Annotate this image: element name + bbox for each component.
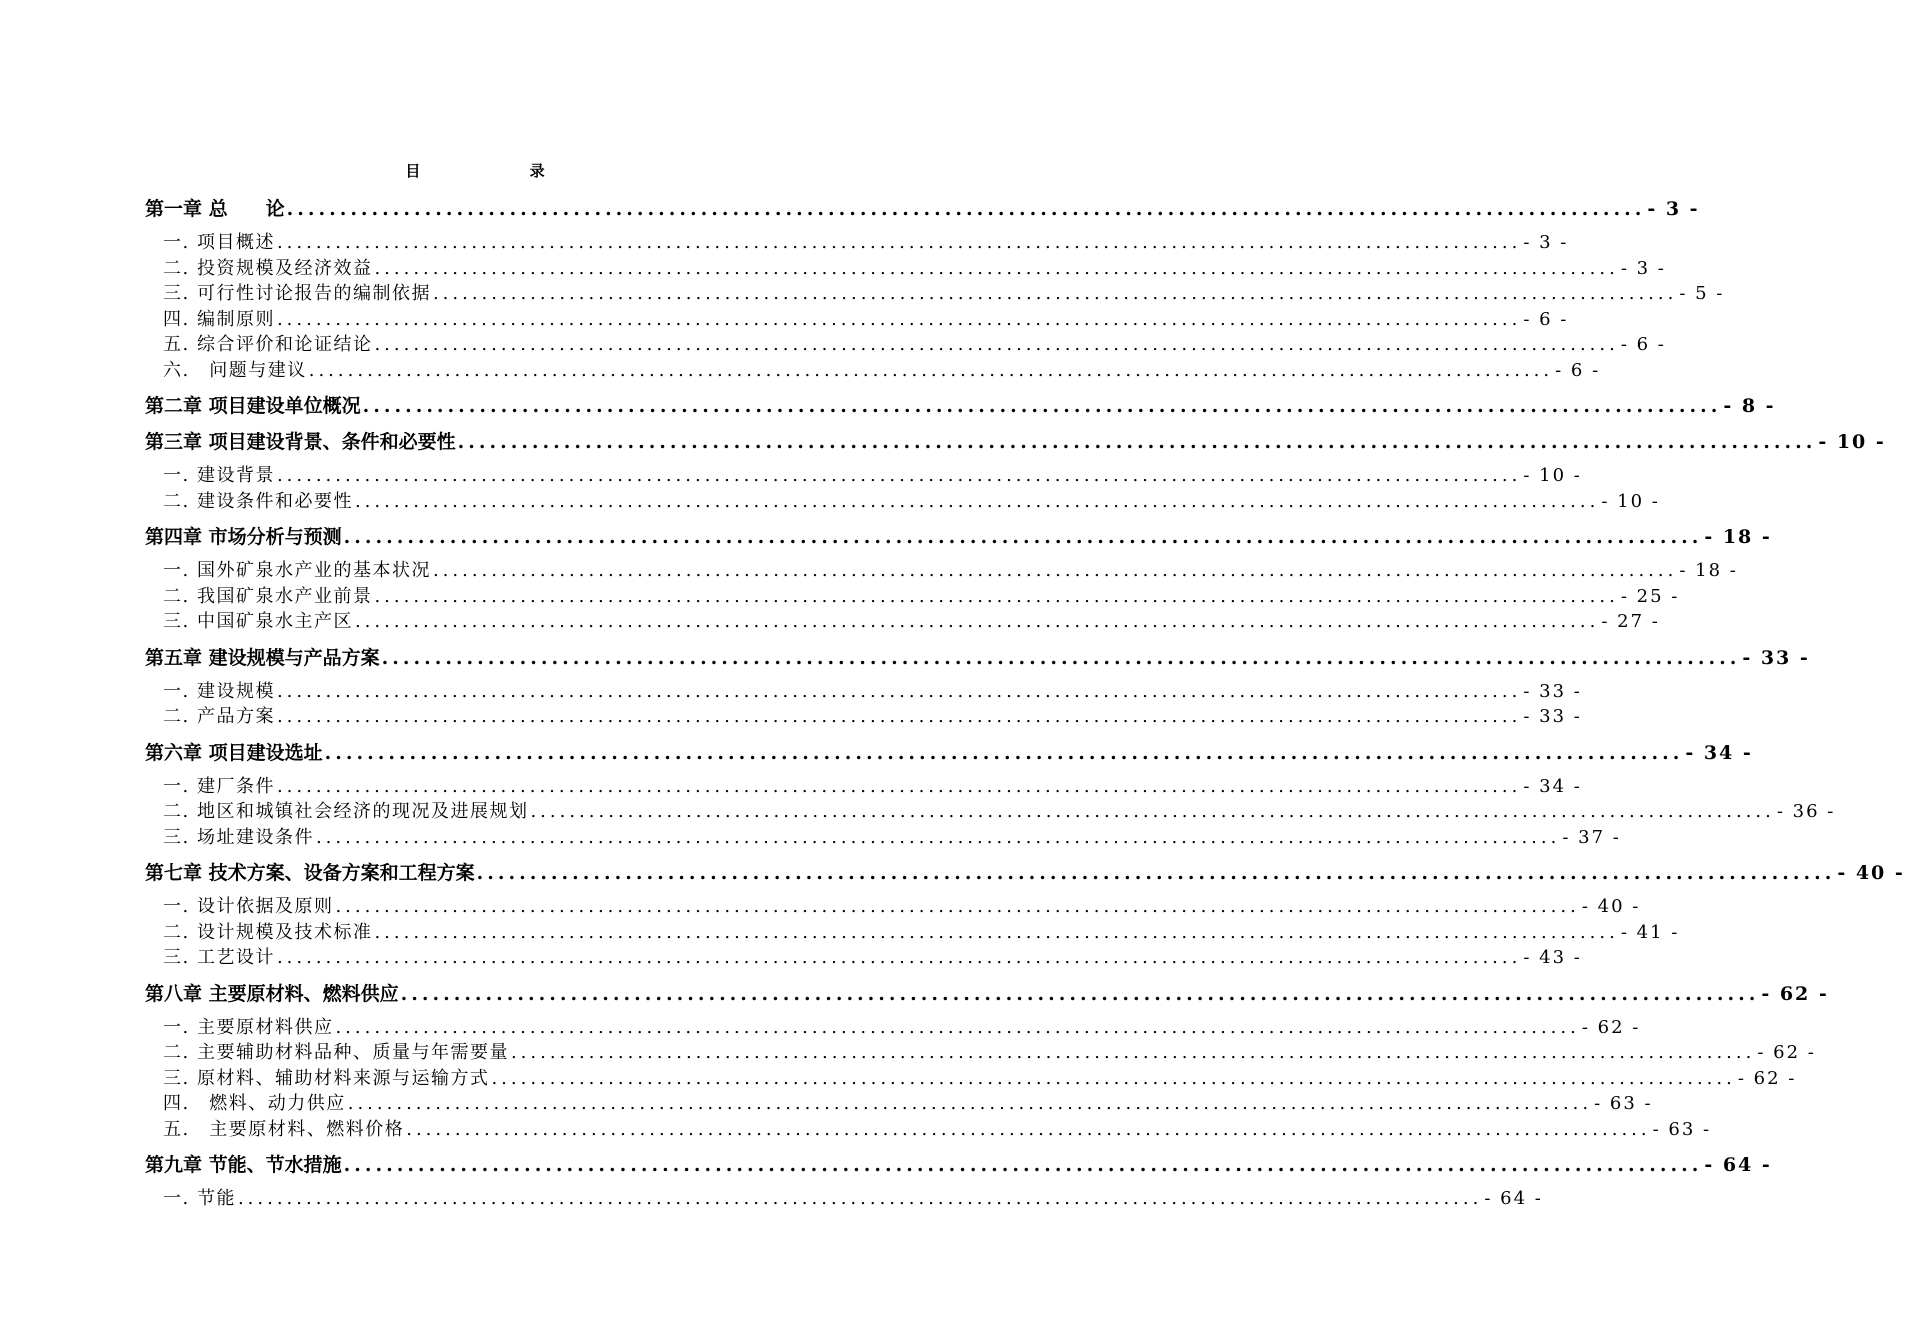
toc-section-entry[interactable] — [145, 799, 1836, 825]
toc-entry-label: 第三章 项目建设背景、条件和必要性 — [145, 431, 456, 453]
toc-leader-dots: ................................................................................................................................ — [374, 921, 1619, 943]
toc-page-number: - 34 - — [1523, 775, 1582, 797]
toc-leader-dots: ................................................................................................................................ — [335, 1016, 1580, 1038]
toc-page-number: - 6 - — [1620, 334, 1666, 355]
toc-entry-label: 第五章 建设规模与产品方案 — [145, 646, 380, 669]
toc-leader-dots: ................................................................................................................................ — [400, 982, 1760, 1005]
toc-entry-label: 第六章 项目建设选址 — [145, 741, 323, 764]
toc-section-entry[interactable] — [145, 489, 1660, 515]
toc-page-number: - 3 - — [1647, 198, 1700, 220]
toc-entry-label: 二. 设计规模及技术标准 — [163, 921, 373, 943]
toc-entry-label: 第七章 技术方案、设备方案和工程方案 — [145, 862, 475, 884]
toc-section-entry[interactable] — [145, 1091, 1653, 1117]
table-of-contents — [145, 196, 1905, 1212]
toc-section-entry[interactable] — [145, 609, 1660, 635]
toc-leader-dots: ................................................................................................................................ — [432, 283, 1678, 304]
toc-page-number: - 8 - — [1723, 395, 1776, 417]
toc-entry-label: 第二章 项目建设单位概况 — [145, 395, 361, 417]
toc-leader-dots: ................................................................................................................................ — [406, 1118, 1651, 1140]
toc-chapter-entry[interactable] — [145, 860, 1905, 886]
toc-entry-label: 一. 项目概述 — [163, 232, 275, 253]
toc-leader-dots: ................................................................................................................................ — [286, 198, 1646, 220]
toc-chapter-entry[interactable] — [145, 981, 1829, 1007]
toc-page-number: - 63 - — [1652, 1118, 1712, 1140]
toc-section-entry[interactable] — [145, 1186, 1543, 1212]
toc-page-number: - 10 - — [1523, 465, 1582, 486]
toc-entry-label: 一. 主要原材料供应 — [163, 1016, 334, 1038]
toc-leader-dots: ................................................................................................................................ — [343, 1154, 1703, 1176]
toc-page-number: - 27 - — [1601, 611, 1660, 632]
toc-entry-label: 一. 建设规模 — [163, 680, 275, 702]
toc-section-entry[interactable] — [145, 1040, 1816, 1066]
toc-page-number: - 62 - — [1737, 1067, 1797, 1089]
toc-page-number: - 36 - — [1776, 801, 1836, 822]
toc-section-entry[interactable] — [145, 1066, 1797, 1092]
toc-title: 目 录 — [405, 162, 597, 180]
toc-leader-dots: ................................................................................................................................ — [374, 585, 1619, 607]
toc-chapter-entry[interactable] — [145, 196, 1700, 222]
toc-leader-dots: ................................................................................................................................ — [315, 826, 1561, 848]
toc-leader-dots: ................................................................................................................................ — [276, 775, 1522, 797]
toc-section-entry[interactable] — [145, 774, 1582, 800]
toc-entry-label: 二. 投资规模及经济效益 — [163, 257, 373, 279]
toc-entry-label: 四. 燃料、动力供应 — [163, 1093, 346, 1114]
toc-page-number: - 62 - — [1761, 982, 1829, 1005]
toc-section-entry[interactable] — [145, 894, 1641, 920]
toc-entry-label: 六. 问题与建议 — [163, 359, 307, 381]
toc-entry-label: 一. 节能 — [163, 1188, 236, 1209]
toc-section-entry[interactable] — [145, 332, 1666, 358]
toc-chapter-entry[interactable] — [145, 429, 1886, 455]
toc-page-number: - 18 - — [1679, 560, 1738, 581]
toc-leader-dots: ................................................................................................................................ — [343, 526, 1703, 548]
toc-section-entry[interactable] — [145, 256, 1666, 282]
toc-page-number: - 18 - — [1704, 526, 1772, 548]
toc-entry-label: 三. 可行性讨论报告的编制依据 — [163, 283, 431, 304]
toc-page-number: - 10 - — [1818, 431, 1886, 453]
toc-entry-label: 五. 综合评价和论证结论 — [163, 334, 373, 355]
toc-leader-dots: ................................................................................................................................ — [432, 560, 1678, 581]
toc-entry-label: 二. 产品方案 — [163, 706, 275, 727]
toc-section-entry[interactable] — [145, 704, 1582, 730]
toc-leader-dots: ................................................................................................................................ — [510, 1042, 1756, 1063]
toc-page-number: - 25 - — [1620, 585, 1680, 607]
toc-leader-dots: ................................................................................................................................ — [457, 431, 1817, 453]
toc-leader-dots: ................................................................................................................................ — [276, 706, 1522, 727]
toc-leader-dots: ................................................................................................................................ — [276, 947, 1522, 968]
toc-leader-dots: ................................................................................................................................ — [362, 395, 1722, 417]
toc-page-number: - 40 - — [1837, 862, 1905, 884]
toc-entry-label: 三. 中国矿泉水主产区 — [163, 611, 353, 632]
toc-section-entry[interactable] — [145, 679, 1582, 705]
toc-entry-label: 二. 建设条件和必要性 — [163, 490, 353, 512]
toc-leader-dots: ................................................................................................................................ — [381, 646, 1741, 669]
toc-entry-label: 第一章 总 论 — [145, 198, 285, 220]
toc-chapter-entry[interactable] — [145, 740, 1753, 766]
toc-page-number: - 33 - — [1523, 706, 1582, 727]
toc-page-number: - 6 - — [1523, 308, 1569, 330]
toc-chapter-entry[interactable] — [145, 1152, 1772, 1178]
toc-page-number: - 10 - — [1601, 490, 1660, 512]
toc-entry-label: 二. 地区和城镇社会经济的现况及进展规划 — [163, 801, 529, 822]
toc-entry-label: 第八章 主要原材料、燃料供应 — [145, 982, 399, 1005]
toc-section-entry[interactable] — [145, 307, 1569, 333]
toc-section-entry[interactable] — [145, 558, 1738, 584]
toc-entry-label: 一. 国外矿泉水产业的基本状况 — [163, 560, 431, 581]
toc-leader-dots: ................................................................................................................................ — [324, 741, 1684, 764]
toc-leader-dots: ................................................................................................................................ — [530, 801, 1775, 822]
toc-leader-dots: ................................................................................................................................ — [347, 1093, 1593, 1114]
toc-page-number: - 40 - — [1581, 896, 1641, 917]
toc-leader-dots: ................................................................................................................................ — [374, 334, 1619, 355]
toc-page-number: - 64 - — [1704, 1154, 1772, 1176]
toc-chapter-entry[interactable] — [145, 393, 1776, 419]
toc-page-number: - 63 - — [1594, 1093, 1653, 1114]
toc-section-entry[interactable] — [145, 358, 1601, 384]
toc-leader-dots: ................................................................................................................................ — [276, 308, 1522, 330]
toc-section-entry[interactable] — [145, 230, 1569, 256]
toc-entry-label: 五. 主要原材料、燃料价格 — [163, 1118, 405, 1140]
toc-section-entry[interactable] — [145, 1015, 1641, 1041]
toc-page-number: - 5 - — [1679, 283, 1725, 304]
toc-page-number: - 33 - — [1742, 646, 1810, 669]
toc-leader-dots: ................................................................................................................................ — [354, 611, 1600, 632]
toc-entry-label: 第九章 节能、节水措施 — [145, 1154, 342, 1176]
toc-leader-dots: ................................................................................................................................ — [237, 1188, 1483, 1209]
toc-entry-label: 三. 场址建设条件 — [163, 826, 314, 848]
toc-chapter-entry[interactable] — [145, 524, 1772, 550]
toc-page-number: - 37 - — [1562, 826, 1621, 848]
toc-leader-dots: ................................................................................................................................ — [335, 896, 1580, 917]
toc-page-number: - 33 - — [1523, 680, 1582, 702]
toc-page-number: - 34 - — [1685, 741, 1753, 764]
toc-section-entry[interactable] — [145, 920, 1680, 946]
toc-page-number: - 43 - — [1523, 947, 1582, 968]
toc-entry-label: 一. 设计依据及原则 — [163, 896, 334, 917]
toc-chapter-entry[interactable] — [145, 645, 1810, 671]
toc-section-entry[interactable] — [145, 463, 1582, 489]
toc-leader-dots: ................................................................................................................................ — [374, 257, 1619, 279]
toc-section-entry[interactable] — [145, 584, 1680, 610]
toc-section-entry[interactable] — [145, 825, 1621, 851]
toc-leader-dots: ................................................................................................................................ — [276, 465, 1522, 486]
toc-section-entry[interactable] — [145, 945, 1582, 971]
toc-page-number: - 3 - — [1523, 232, 1569, 253]
toc-entry-label: 一. 建设背景 — [163, 465, 275, 486]
toc-entry-label: 四. 编制原则 — [163, 308, 275, 330]
toc-entry-label: 一. 建厂条件 — [163, 775, 275, 797]
toc-leader-dots: ................................................................................................................................ — [308, 359, 1554, 381]
toc-section-entry[interactable] — [145, 281, 1725, 307]
toc-entry-label: 三. 原材料、辅助材料来源与运输方式 — [163, 1067, 490, 1089]
toc-entry-label: 二. 主要辅助材料品种、质量与年需要量 — [163, 1042, 509, 1063]
toc-page-number: - 6 - — [1555, 359, 1601, 381]
toc-page-number: - 3 - — [1620, 257, 1666, 279]
toc-leader-dots: ................................................................................................................................ — [476, 862, 1836, 884]
toc-entry-label: 第四章 市场分析与预测 — [145, 526, 342, 548]
toc-page-number: - 62 - — [1581, 1016, 1641, 1038]
toc-entry-label: 二. 我国矿泉水产业前景 — [163, 585, 373, 607]
toc-section-entry[interactable] — [145, 1117, 1712, 1143]
toc-leader-dots: ................................................................................................................................ — [276, 232, 1522, 253]
toc-leader-dots: ................................................................................................................................ — [491, 1067, 1736, 1089]
toc-page-number: - 62 - — [1757, 1042, 1816, 1063]
toc-page-number: - 64 - — [1484, 1188, 1543, 1209]
toc-leader-dots: ................................................................................................................................ — [354, 490, 1600, 512]
toc-page-number: - 41 - — [1620, 921, 1680, 943]
toc-entry-label: 三. 工艺设计 — [163, 947, 275, 968]
toc-leader-dots: ................................................................................................................................ — [276, 680, 1522, 702]
